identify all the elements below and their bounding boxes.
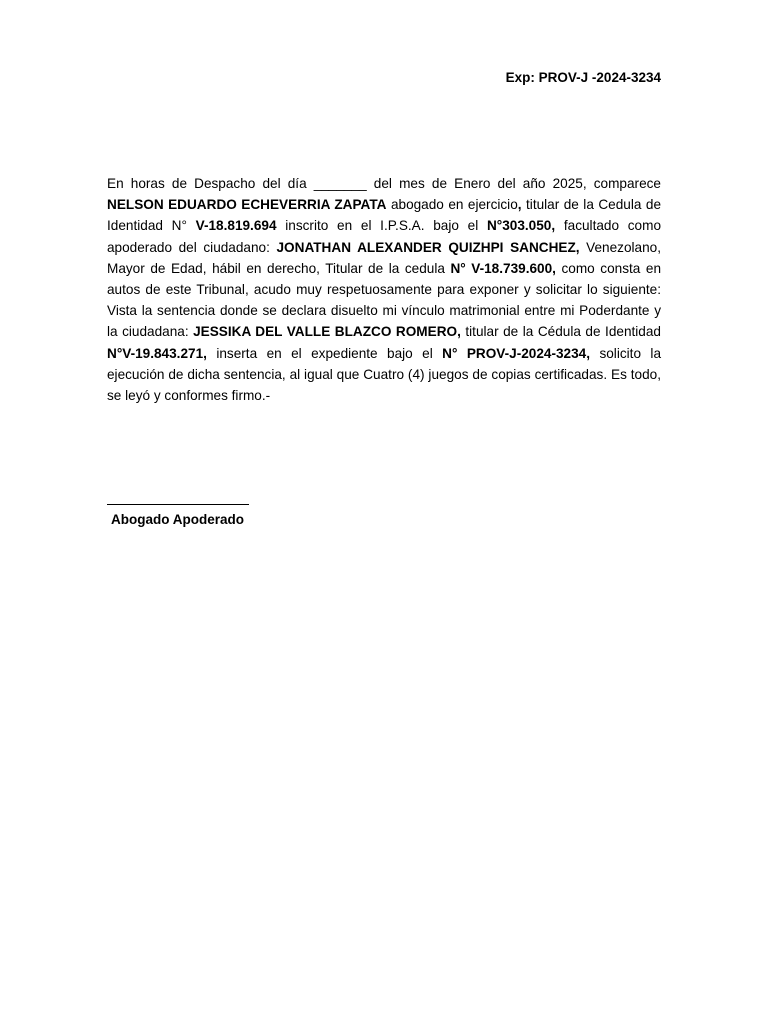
body-text-segment: titular de la Cedula de Identidad N°	[107, 197, 662, 234]
spouse-name: JESSIKA DEL VALLE BLAZCO ROMERO,	[193, 324, 461, 340]
body-text-segment: abogado en ejercicio	[386, 197, 518, 213]
signature-label: Abogado Apoderado	[111, 512, 244, 527]
body-text-segment: titular de la Cédula de Identidad	[460, 324, 661, 340]
client-name: JONATHAN ALEXANDER QUIZHPI SANCHEZ,	[276, 239, 580, 255]
body-text-segment: inserta en el expediente bajo el	[206, 345, 443, 361]
spouse-id-number: N°V-19.843.271,	[107, 345, 207, 361]
body-text-segment: como consta en autos de este Tribunal, acudo muy respetuosamente para exponer y solicitar lo siguiente: Vista la sentencia donde se declara disuelto mi vínculo matrimonial entre mi Poderdante y la ciudadana:	[107, 260, 662, 340]
body-text-segment: Venezolano, Mayor de Edad, hábil en derecho, Titular de la cedula	[107, 239, 661, 276]
client-id-number: N° V-18.739.600,	[450, 260, 556, 276]
case-number: N° PROV-J-2024-3234,	[442, 345, 591, 361]
lawyer-id-number: V-18.819.694	[195, 218, 277, 234]
body-text-segment: En horas de Despacho del día _______ del mes de Enero del año 2025, comparece	[107, 176, 661, 191]
ipsa-number: N°303.050,	[486, 218, 556, 234]
body-paragraph	[107, 173, 661, 406]
lawyer-name: NELSON EDUARDO ECHEVERRIA ZAPATA	[107, 197, 387, 213]
signature-line	[107, 504, 249, 505]
body-comma: ,	[517, 197, 522, 213]
body-text-segment: inscrito en el I.P.S.A. bajo el	[276, 218, 487, 234]
case-reference: Exp: PROV-J -2024-3234	[505, 70, 661, 85]
body-text-segment: facultado como apoderado del ciudadano:	[107, 218, 661, 255]
body-text-segment: solicito la ejecución de dicha sentencia, al igual que Cuatro (4) juegos de copias certificadas. Es todo, se leyó y conformes firmo.-	[107, 345, 662, 404]
